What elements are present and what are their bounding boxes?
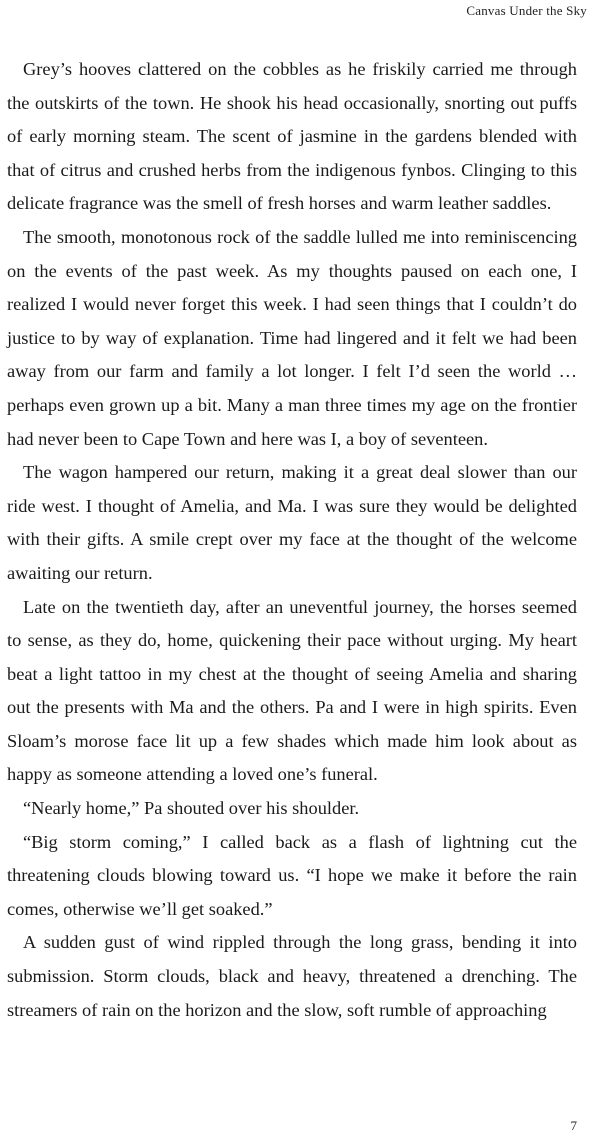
paragraph: Late on the twentieth day, after an uneventful journey, the horses seemed to sense, as they do, home, quickening their pace without urging. My heart beat a light tattoo in my chest at the thought of seeing Amelia and sharing out the presents with Ma and the others. Pa and I were in high spirits. Even Sloam’s morose face lit up a few shades which made him look about as happy as someone attending a loved one’s funeral. [7,596,577,785]
paragraph: Grey’s hooves clattered on the cobbles as he friskily carried me through the outskirts of the town. He shook his head occasionally, snorting out puffs of early morning steam. The scent of jasmine in the gardens blended with that of citrus and crushed herbs from the indigenous fynbos. Clinging to this delicate fragrance was the smell of fresh horses and warm leather saddles. [7,59,577,214]
page-number: 7 [570,1118,577,1133]
paragraph: “Nearly home,” Pa shouted over his shoulder. [23,798,360,819]
paragraph: A sudden gust of wind rippled through the long grass, bending it into submission. Storm clouds, black and heavy, threatened a drenching. The streamers of rain on the horizon and the slow, soft rumble of approaching [7,932,577,1020]
paragraph: The smooth, monotonous rock of the saddle lulled me into reminiscencing on the events of the past week. As my thoughts paused on each one, I realized I would never forget this week. I had seen things that I couldn’t do justice to by way of explanation. Time had lingered and it felt we had been away from our farm and family a lot longer. I felt I’d seen the world … perhaps even grown up a bit. Many a man three times my age on the frontier had never been to Cape Town and here was I, a boy of seventeen. [7,226,577,449]
paragraph: The wagon hampered our return, making it a great deal slower than our ride west. I thought of Amelia, and Ma. I was sure they would be delighted with their gifts. A smile crept over my face at the thought of the welcome awaiting our return. [7,462,577,583]
running-header-title: Canvas Under the Sky [466,3,587,18]
paragraph: “Big storm coming,” I called back as a flash of lightning cut the threatening clouds blowing toward us. “I hope we make it before the rain comes, otherwise we’ll get soaked.” [7,831,577,919]
page-body-text [7,53,577,1027]
